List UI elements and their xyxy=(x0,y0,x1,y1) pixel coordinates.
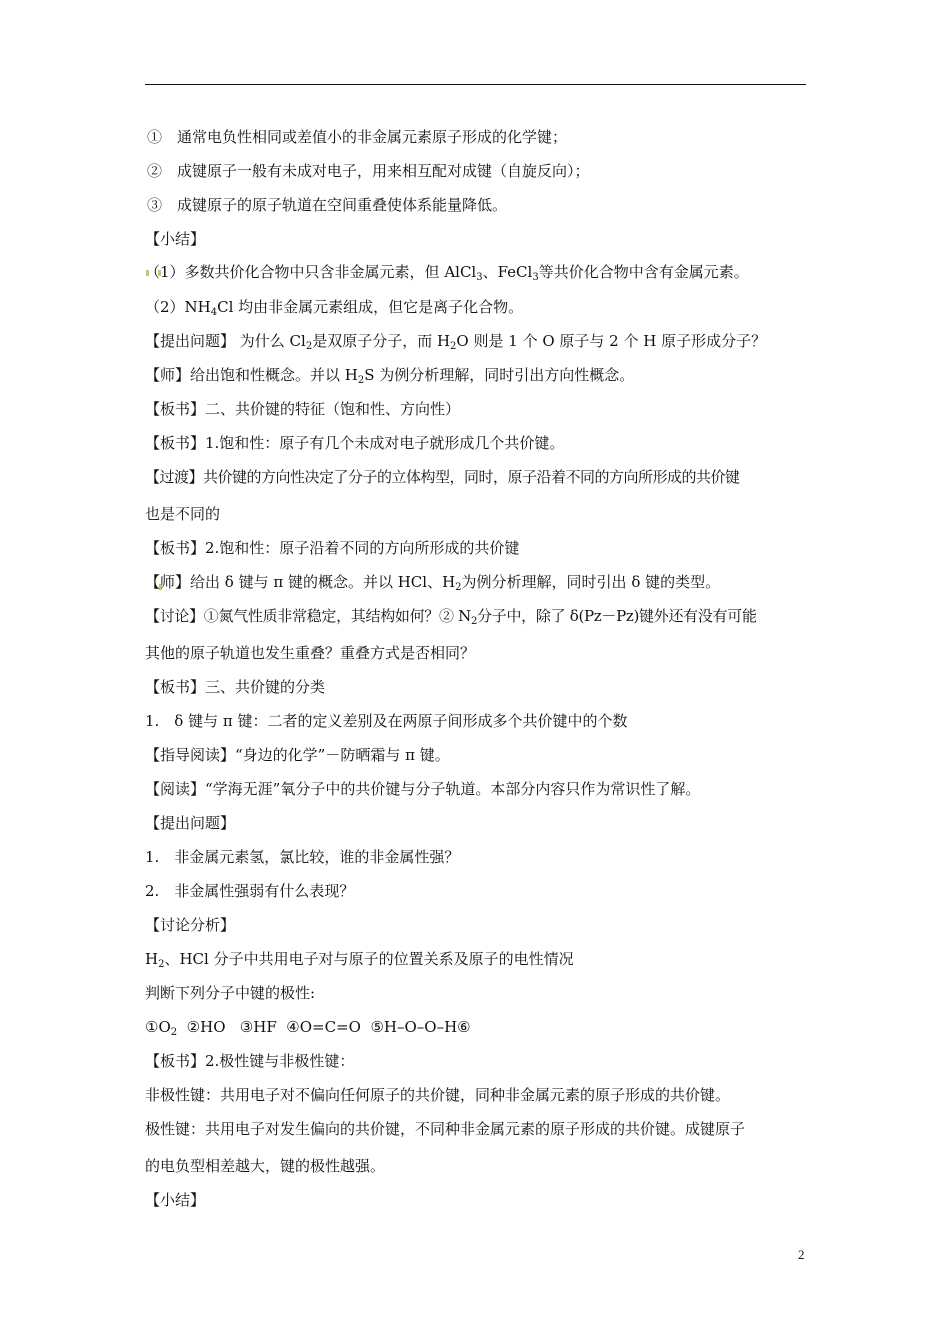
text-line-18 xyxy=(145,711,628,731)
line-text: 【师】给出 δ 键与 π 键的概念。并以 HCl、H xyxy=(145,573,456,591)
line-text: 1. 非金属元素氢，氯比较，谁的非金属性强？ xyxy=(145,848,460,866)
line-text: H xyxy=(145,950,159,968)
line-text: ③ 成键原子的原子轨道在空间重叠使体系能量降低。 xyxy=(147,196,508,214)
text-line-25 xyxy=(145,949,574,969)
line-text: 【阅读】“学海无涯”氧分子中的共价键与分子轨道。本部分内容只作为常识性了解。 xyxy=(145,780,701,798)
line-text: 【过渡】共价键的方向性决定了分子的立体构型，同时，原子沿着不同的方向所形成的共价键 xyxy=(145,468,740,486)
line-text: O 则是 1 个 O 原子与 2 个 H 原子形成分子？ xyxy=(456,332,767,350)
text-line-1 xyxy=(147,127,567,147)
text-line-31 xyxy=(145,1156,385,1176)
text-line-17 xyxy=(145,677,325,697)
text-line-23 xyxy=(145,881,354,901)
line-text: （1）多数共价化合物中只含非金属元素，但 AlCl xyxy=(145,263,477,281)
line-text: 【板书】1.饱和性：原子有几个未成对电子就形成几个共价键。 xyxy=(145,434,565,452)
line-text: 【小结】 xyxy=(145,1191,206,1209)
text-line-5 xyxy=(145,262,749,282)
line-text: 【提出问题】 xyxy=(145,814,236,832)
line-text: 分子中，除了 δ(Pz－Pz)键外还有没有可能 xyxy=(477,607,757,625)
line-text: 【提出问题】 为什么 Cl xyxy=(145,332,306,350)
text-line-21 xyxy=(145,813,235,833)
line-text: ①O xyxy=(145,1018,171,1036)
line-text: 等共价化合物中含有金属元素。 xyxy=(538,263,749,281)
header-rule xyxy=(145,84,806,85)
text-line-3 xyxy=(147,195,507,215)
line-text: （2）NH xyxy=(145,298,211,316)
line-text: 【板书】三、共价键的分类 xyxy=(145,678,326,696)
line-text: 【板书】2.饱和性：原子沿着不同的方向所形成的共价键 xyxy=(145,539,520,557)
subscript: 3 xyxy=(532,272,539,283)
text-line-9 xyxy=(145,399,460,419)
line-text: 1. δ 键与 π 键：二者的定义差别及在两原子间形成多个共价键中的个数 xyxy=(145,712,628,730)
subscript: 2 xyxy=(471,616,478,627)
text-line-16 xyxy=(145,643,475,663)
subscript: 3 xyxy=(476,272,483,283)
line-text: 、HCl 分子中共用电子对与原子的位置关系及原子的电性情况 xyxy=(164,950,574,968)
line-text: ② 成键原子一般有未成对电子，用来相互配对成键（自旋反向）； xyxy=(147,162,590,180)
line-text: 【小结】 xyxy=(145,230,206,248)
line-text: 、FeCl xyxy=(482,263,533,281)
subscript: 2 xyxy=(305,341,313,352)
text-line-20 xyxy=(145,779,700,799)
line-text: 也是不同的 xyxy=(145,505,221,523)
text-line-12 xyxy=(145,504,220,524)
subscript: 2 xyxy=(158,959,165,970)
line-text: 【讨论分析】 xyxy=(145,916,236,934)
line-text: 为例分析理解，同时引出 δ 键的类型。 xyxy=(461,573,721,591)
subscript: 2 xyxy=(357,375,365,386)
text-line-15 xyxy=(145,606,757,626)
line-text: 【板书】二、共价键的特征（饱和性、方向性） xyxy=(145,400,461,418)
subscript: 2 xyxy=(170,1027,178,1038)
text-line-2 xyxy=(147,161,590,181)
subscript: 2 xyxy=(450,341,457,352)
line-text: 极性键：共用电子对发生偏向的共价键，不同种非金属元素的原子形成的共价键。成键原子 xyxy=(145,1120,746,1138)
text-line-26 xyxy=(145,983,315,1003)
line-text: 【指导阅读】“身边的化学”－防晒霜与 π 键。 xyxy=(145,746,450,764)
text-line-13 xyxy=(145,538,519,558)
text-line-14 xyxy=(145,572,720,592)
line-text: ① 通常电负性相同或差值小的非金属元素原子形成的化学键； xyxy=(147,128,568,146)
text-line-6 xyxy=(145,297,523,317)
subscript: 4 xyxy=(210,307,218,318)
page-number: 2 xyxy=(798,1247,805,1262)
line-text: Cl 均由非金属元素组成，但它是离子化合物。 xyxy=(217,298,524,316)
text-line-8 xyxy=(145,365,634,385)
text-line-22 xyxy=(145,847,459,867)
text-line-29 xyxy=(145,1085,730,1105)
summary-heading-2 xyxy=(145,1190,205,1210)
text-line-11 xyxy=(145,467,740,487)
line-text: S 为例分析理解，同时引出方向性概念。 xyxy=(364,366,635,384)
text-line-30 xyxy=(145,1119,745,1139)
summary-heading-1 xyxy=(145,229,205,249)
line-text: 的电负型相差越大，键的极性越强。 xyxy=(145,1157,386,1175)
subscript: 2 xyxy=(455,582,462,593)
text-line-27 xyxy=(145,1017,471,1037)
text-line-10 xyxy=(145,433,564,453)
line-text: 其他的原子轨道也发生重叠？重叠方式是否相同？ xyxy=(145,644,476,662)
line-text: 2. 非金属性强弱有什么表现？ xyxy=(145,882,355,900)
line-text: 判断下列分子中键的极性: xyxy=(145,984,316,1002)
line-text: ②HO ③HF ④O=C=O ⑤H–O–O–H⑥ xyxy=(177,1018,471,1036)
line-text: 【板书】2.极性键与非极性键： xyxy=(145,1052,355,1070)
text-line-7 xyxy=(145,331,766,351)
line-text: 【师】给出饱和性概念。并以 H xyxy=(145,366,358,384)
line-text: 是双原子分子，而 H xyxy=(312,332,451,350)
line-text: 【讨论】①氮气性质非常稳定，其结构如何？② N xyxy=(145,607,471,625)
text-line-28 xyxy=(145,1051,354,1071)
text-line-24 xyxy=(145,915,235,935)
text-line-19 xyxy=(145,745,450,765)
line-text: 非极性键：共用电子对不偏向任何原子的共价键，同种非金属元素的原子形成的共价键。 xyxy=(145,1086,731,1104)
